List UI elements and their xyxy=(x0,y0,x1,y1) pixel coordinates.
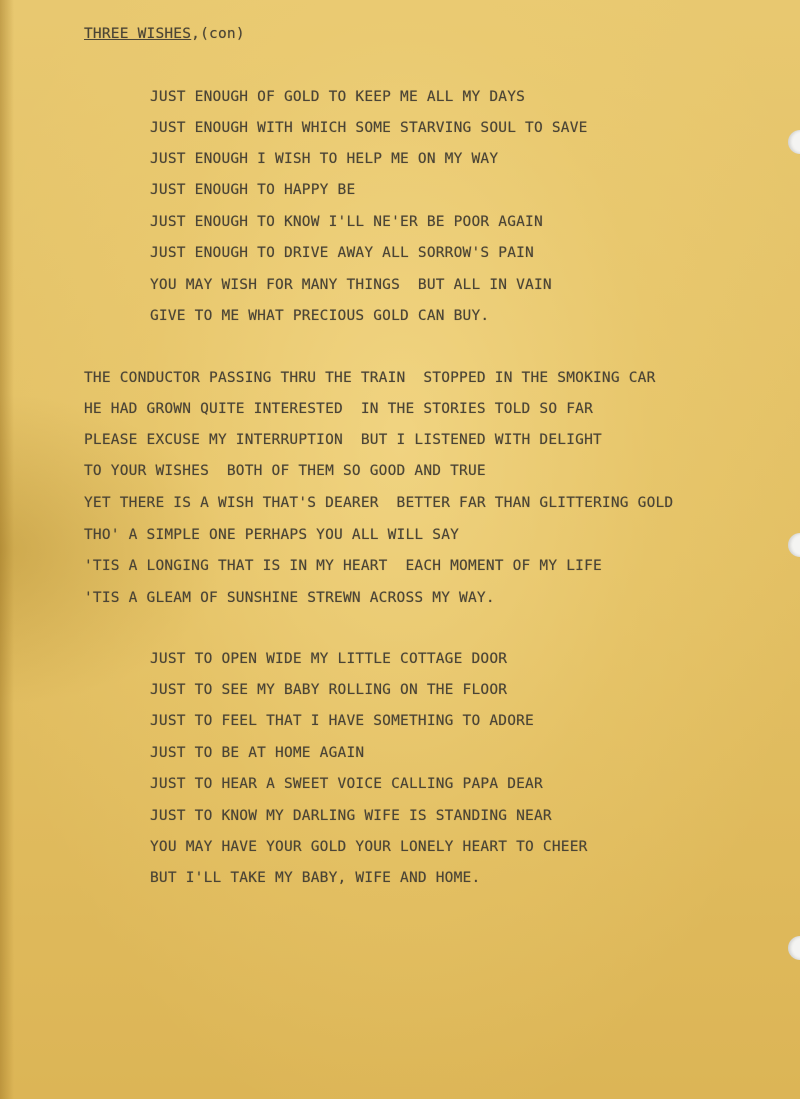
stanza2-line: BUT I'LL TAKE MY BABY, WIFE AND HOME. xyxy=(150,870,481,886)
stanza1-line: YOU MAY WISH FOR MANY THINGS BUT ALL IN VAIN xyxy=(150,277,552,293)
page-title xyxy=(84,25,245,43)
stanza2-line: JUST TO FEEL THAT I HAVE SOMETHING TO ADORE xyxy=(150,713,534,729)
verse-line: PLEASE EXCUSE MY INTERRUPTION BUT I LISTENED WITH DELIGHT xyxy=(84,432,602,448)
stanza2-line: JUST TO SEE MY BABY ROLLING ON THE FLOOR xyxy=(150,682,508,698)
stanza2-line: JUST TO OPEN WIDE MY LITTLE COTTAGE DOOR xyxy=(150,651,508,667)
verse-line: 'TIS A GLEAM OF SUNSHINE STREWN ACROSS MY WAY. xyxy=(84,590,495,606)
verse-line: YET THERE IS A WISH THAT'S DEARER BETTER FAR THAN GLITTERING GOLD xyxy=(84,495,674,511)
stanza1-line: JUST ENOUGH TO KNOW I'LL NE'ER BE POOR AGAIN xyxy=(150,214,543,230)
verse-line: TO YOUR WISHES BOTH OF THEM SO GOOD AND TRUE xyxy=(84,463,486,479)
punch-hole-bottom xyxy=(788,936,800,960)
title-main: THREE WISHES xyxy=(84,26,192,42)
stanza2-line: JUST TO BE AT HOME AGAIN xyxy=(150,745,365,761)
stanza1-line: JUST ENOUGH TO DRIVE AWAY ALL SORROW'S PAIN xyxy=(150,245,534,261)
stanza1-line: JUST ENOUGH I WISH TO HELP ME ON MY WAY xyxy=(150,151,499,167)
punch-hole-middle xyxy=(788,533,800,557)
stanza1-line: JUST ENOUGH WITH WHICH SOME STARVING SOUL TO SAVE xyxy=(150,120,588,136)
stanza2-line: JUST TO KNOW MY DARLING WIFE IS STANDING NEAR xyxy=(150,808,552,824)
verse-line: THE CONDUCTOR PASSING THRU THE TRAIN STOPPED IN THE SMOKING CAR xyxy=(84,370,656,386)
stanza2-line: YOU MAY HAVE YOUR GOLD YOUR LONELY HEART TO CHEER xyxy=(150,839,588,855)
verse-line: 'TIS A LONGING THAT IS IN MY HEART EACH MOMENT OF MY LIFE xyxy=(84,558,602,574)
punch-hole-top xyxy=(788,130,800,154)
stanza1-line: GIVE TO ME WHAT PRECIOUS GOLD CAN BUY. xyxy=(150,308,490,324)
verse-line: THO' A SIMPLE ONE PERHAPS YOU ALL WILL SAY xyxy=(84,527,460,543)
title-suffix: ,(con) xyxy=(191,26,245,42)
page-edge-shadow xyxy=(0,0,14,1099)
stanza1-line: JUST ENOUGH TO HAPPY BE xyxy=(150,182,356,198)
stanza2-line: JUST TO HEAR A SWEET VOICE CALLING PAPA DEAR xyxy=(150,776,543,792)
stanza1-line: JUST ENOUGH OF GOLD TO KEEP ME ALL MY DAYS xyxy=(150,89,526,105)
verse-line: HE HAD GROWN QUITE INTERESTED IN THE STORIES TOLD SO FAR xyxy=(84,401,593,417)
